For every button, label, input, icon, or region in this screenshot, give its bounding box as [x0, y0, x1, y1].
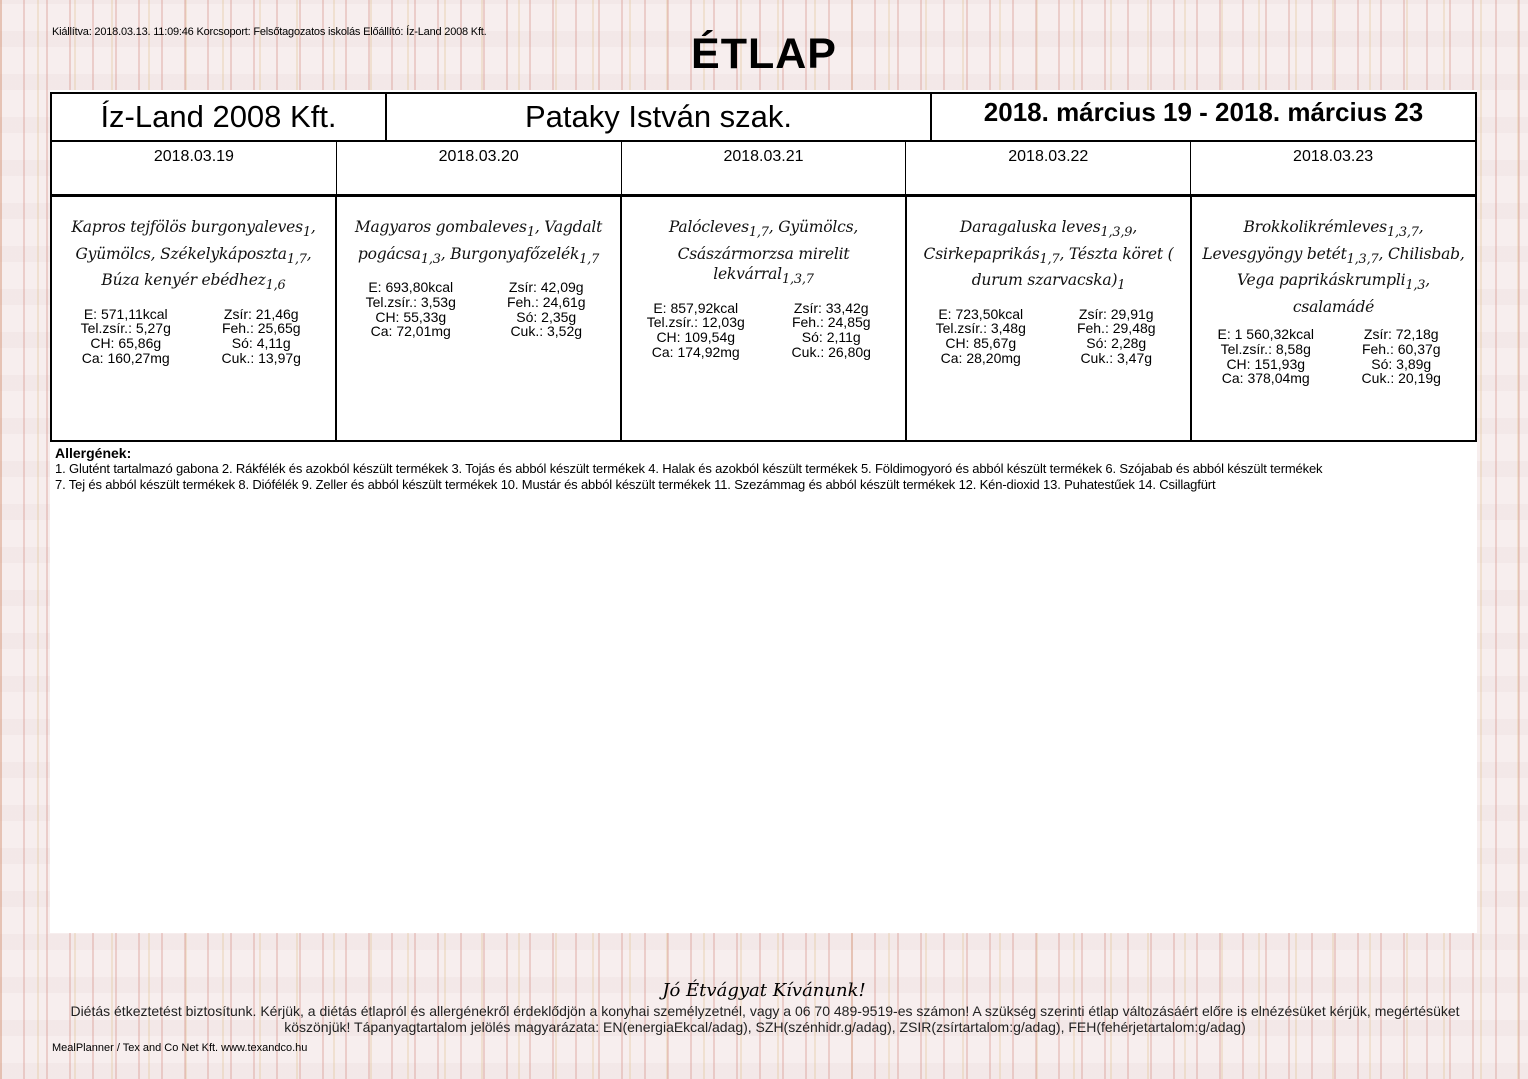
protein-value: Feh.: 29,48g — [1076, 320, 1156, 337]
meal-description: Daragaluska leves$_{1,3,9}$, Csirkepaprikás$_{1,7}$, Tészta köret ( durum $szarvacska)_1$ — [923, 218, 1174, 294]
company-name: Íz-Land 2008 Kft. — [100, 99, 337, 134]
school-name: Pataky István szak. — [524, 99, 793, 134]
satfat-value: Tel.zsír.: 3,53g — [365, 293, 456, 310]
meal-description: Kapros tejfölös burgonyaleves$_1$, Gyümölcs, Székelykáposzta$_{1,7}$, Búza kenyér ebédhez$_{1,6}$ — [71, 218, 316, 294]
diet-note: Diétás étkeztetést biztosítunk. Kérjük, a diétás étlapról és allergénekről érdeklődjön a konyhai személyzetnél, vagy a 06 70 489-9519-es számon! A szükség szerinti étlap változásáért előre is elnézésüket kérjük, megértésüket köszönjük! Tápanyagtartalom jelölés magyarázata: EN(energiaEkcal/adag), SZH(szénhidr.g/adag), ZSIR(zsírtartalom:g/adag), FEH(fehérjetartalom:g/adag) — [70, 1003, 1460, 1035]
nutrition-block — [628, 301, 899, 360]
protein-value: Feh.: 24,61g — [506, 293, 586, 310]
energy-value: E: 857,92kcal — [653, 299, 739, 316]
date-cell: 2018.03.20 — [336, 142, 621, 194]
nutrition-block — [58, 307, 329, 366]
allergen-legend — [55, 445, 1525, 493]
fat-value: Zsír: 29,91g — [1078, 305, 1154, 322]
day-cell-monday — [52, 197, 335, 440]
menu-row — [50, 195, 1477, 442]
date-cell: 2018.03.23 — [1190, 142, 1475, 194]
carb-value: CH: 151,93g — [1226, 355, 1306, 372]
issue-info: Kiállítva: 2018.03.13. 11:09:46 Korcsoport: Felsőtagozatos iskolás Előállító: Íz-Land 2008 Kft. — [52, 26, 487, 38]
week-cell — [930, 92, 1477, 142]
nutrition-block — [1198, 327, 1469, 386]
salt-value: Só: 2,28g — [1086, 335, 1147, 352]
appetite-wish: Jó Étvágyat Kívánunk! — [662, 980, 866, 1001]
meal-description: Palócleves$_{1,7}$, Gyümölcs, Császármorzsa mirelit lekvárral$_{1,3,7}$ — [668, 218, 859, 288]
footer-credit: MealPlanner / Tex and Co Net Kft. www.texandco.hu — [52, 1042, 308, 1054]
meal-description: Brokkolikrémleves$_{1,3,7}$, Levesgyöngy betét$_{1,3,7}$, Chilisbab, Vega paprikáskrumpli$_{1,3}$, csalamádé — [1202, 218, 1465, 316]
protein-value: Feh.: 24,85g — [791, 314, 871, 331]
nutrition-block — [343, 280, 614, 339]
protein-value: Feh.: 60,37g — [1361, 340, 1441, 357]
date-row — [50, 142, 1477, 196]
salt-value: Só: 2,11g — [801, 329, 861, 346]
calcium-value: Ca: 160,27mg — [81, 349, 170, 366]
date-cell: 2018.03.19 — [153, 148, 234, 165]
energy-value: E: 571,11kcal — [83, 305, 168, 322]
energy-value: E: 693,80kcal — [368, 279, 454, 296]
satfat-value: Tel.zsír.: 12,03g — [646, 314, 745, 331]
allergen-line: 1. Glutént tartalmazó gabona 2. Rákfélék és azokból készült termékek 3. Tojás és abból készült termékek 4. Halak és azokból készült termékek 5. Földimogyoró és abból készült termékek 6. Szójabab és abból készült termékek — [55, 461, 1323, 476]
energy-value: E: 723,50kcal — [938, 305, 1024, 322]
carb-value: CH: 85,67g — [945, 335, 1017, 352]
carb-value: CH: 65,86g — [90, 335, 162, 352]
fat-value: Zsír: 33,42g — [793, 299, 869, 316]
date-cell: 2018.03.22 — [905, 142, 1190, 194]
salt-value: Só: 3,89g — [1371, 355, 1432, 372]
calcium-value: Ca: 72,01mg — [370, 323, 451, 340]
allergen-line: 7. Tej és abból készült termékek 8. Diófélék 9. Zeller és abból készült termékek 10. Mustár és abból készült termékek 11. Szezámmag és abból készült termékek 12. Kén-dioxid 13. Puhatestűek 14. Csillagfürt — [55, 477, 1216, 492]
energy-value: E: 1 560,32kcal — [1217, 326, 1314, 343]
fat-value: Zsír: 42,09g — [508, 279, 584, 296]
day-cell-tuesday — [335, 197, 620, 440]
meal-description: Magyaros gombaleves$_1$, Vagdalt pogácsa$_{1,3}$, Burgonyafőzelék$_{1,7}$ — [354, 218, 603, 267]
salt-value: Só: 2,35g — [516, 308, 577, 325]
company-cell — [50, 92, 387, 142]
sugar-value: Cuk.: 3,47g — [1080, 349, 1153, 366]
carb-value: CH: 55,33g — [375, 308, 447, 325]
fat-value: Zsír: 72,18g — [1363, 326, 1439, 343]
day-cell-wednesday — [620, 197, 905, 440]
calcium-value: Ca: 378,04mg — [1221, 370, 1310, 387]
sugar-value: Cuk.: 26,80g — [791, 343, 871, 360]
week-range: 2018. március 19 - 2018. március 23 — [983, 97, 1424, 127]
satfat-value: Tel.zsír.: 8,58g — [1220, 340, 1311, 357]
day-cell-thursday — [905, 197, 1190, 440]
calcium-value: Ca: 174,92mg — [651, 343, 740, 360]
allergen-title: Allergének: — [55, 445, 132, 461]
sugar-value: Cuk.: 20,19g — [1361, 370, 1441, 387]
protein-value: Feh.: 25,65g — [221, 320, 301, 337]
fat-value: Zsír: 21,46g — [223, 305, 299, 322]
day-cell-friday — [1190, 197, 1475, 440]
salt-value: Só: 4,11g — [231, 335, 291, 352]
school-cell — [385, 92, 932, 142]
page-title: ÉTLAP — [691, 30, 837, 78]
carb-value: CH: 109,54g — [656, 329, 736, 346]
satfat-value: Tel.zsír.: 5,27g — [80, 320, 171, 337]
sugar-value: Cuk.: 13,97g — [221, 349, 301, 366]
calcium-value: Ca: 28,20mg — [940, 349, 1021, 366]
nutrition-block — [913, 307, 1184, 366]
sugar-value: Cuk.: 3,52g — [510, 323, 583, 340]
date-cell: 2018.03.21 — [621, 142, 906, 194]
satfat-value: Tel.zsír.: 3,48g — [935, 320, 1026, 337]
